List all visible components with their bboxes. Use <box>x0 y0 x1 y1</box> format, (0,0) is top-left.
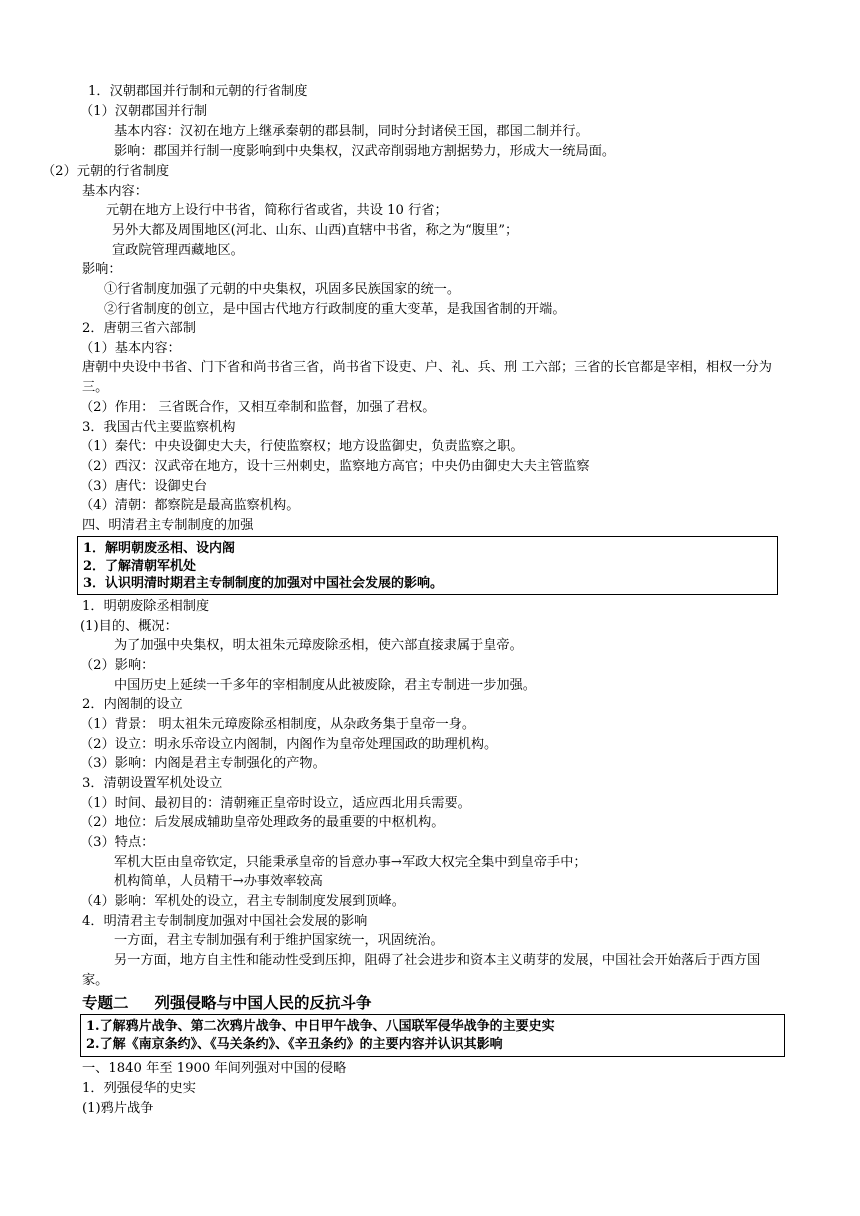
topic-title: 列强侵略与中国人民的反抗斗争 <box>154 994 372 1012</box>
text-line: 元朝在地方上设行中书省，简称行省或省，共设 10 行省； <box>106 203 448 218</box>
objective-item: 2.了解《南京条约》、《马关条约》、《辛丑条约》的主要内容并认识其影响 <box>86 1036 503 1052</box>
text-line: （2）作用： 三省既合作，又相互牵制和监督，加强了君权。 <box>80 400 436 415</box>
subsection-heading: (1)鸦片战争 <box>82 1101 154 1116</box>
text-line: 另外大都及周围地区(河北、山东、山西)直辖中书省，称之为“腹里”； <box>112 223 519 238</box>
objective-item: 1.了解鸦片战争、第二次鸦片战争、中日甲午战争、八国联军侵华战争的主要史实 <box>86 1019 555 1034</box>
text-paragraph: 另一方面，地方自主性和能动性受到压抑，阻碍了社会进步和资本主义萌芽的发展，中国社会开始落后于西方国家。 <box>82 953 761 988</box>
section-heading: 2．内阁制的设立 <box>82 697 183 712</box>
section-heading: 3．我国古代主要监察机构 <box>82 420 236 435</box>
text-line: （2）地位：后发展成辅助皇帝处理政务的最重要的中枢机构。 <box>80 815 445 830</box>
text-line: （4）清朝：都察院是最高监察机构。 <box>80 498 300 513</box>
text-line: （3）唐代：设御史台 <box>80 479 208 494</box>
subsection-heading: （2）元朝的行省制度 <box>42 164 170 179</box>
subsection-heading: （1）汉朝郡国并行制 <box>80 104 208 119</box>
objective-item: 2．了解清朝军机处 <box>83 558 197 574</box>
objective-item: 3．认识明清时期君主专制制度的加强对中国社会发展的影响。 <box>83 576 444 591</box>
subsection-heading: （2）影响： <box>80 658 155 673</box>
text-line: 影响： <box>82 262 122 277</box>
subsection-heading: (1)目的、概况： <box>80 619 178 634</box>
text-line: （3）影响：内阁是君主专制强化的产物。 <box>80 756 326 771</box>
text-line: （2）设立：明永乐帝设立内阁制，内阁作为皇帝处理国政的助理机构。 <box>80 737 498 752</box>
section-heading: 1．明朝废除丞相制度 <box>82 599 210 614</box>
text-line: （2）西汉：汉武帝在地方，设十三州刺史，监察地方高官；中央仍由御史大夫主管监察 <box>80 459 590 474</box>
subsection-heading: （3）特点： <box>80 835 155 850</box>
text-line: 宣政院管理西藏地区。 <box>112 243 244 258</box>
topic-heading <box>82 993 372 1013</box>
text-line: （1）秦代：中央设御史大夫，行使监察权；地方设监御史，负责监察之职。 <box>80 439 524 454</box>
text-paragraph: 唐朝中央设中书省、门下省和尚书省三省，尚书省下设吏、户、礼、兵、刑 工六部；三省的长官都是宰相，相权一分为三。 <box>82 360 772 395</box>
text-line: （4）影响：军机处的设立，君主专制制度发展到顶峰。 <box>80 894 405 909</box>
chapter-heading: 四、明清君主专制制度的加强 <box>82 518 254 533</box>
section-heading: 1．列强侵华的史实 <box>82 1081 196 1096</box>
section-heading: 4．明清君主专制制度加强对中国社会发展的影响 <box>82 914 368 929</box>
text-line: 中国历史上延续一千多年的宰相制度从此被废除，君主专制进一步加强。 <box>114 678 536 693</box>
text-line: ②行省制度的创立，是中国古代地方行政制度的重大变革，是我国省制的开端。 <box>104 302 566 317</box>
text-line: ①行省制度加强了元朝的中央集权，巩固多民族国家的统一。 <box>104 282 461 297</box>
chapter-heading: 一、1840 年至 1900 年间列强对中国的侵略 <box>82 1061 347 1076</box>
section-heading: 3．清朝设置军机处设立 <box>82 776 223 791</box>
text-line: 基本内容：汉初在地方上继承秦朝的郡县制，同时分封诸侯王国，郡国二制并行。 <box>114 124 589 139</box>
text-line: 基本内容： <box>82 184 148 199</box>
text-line: 军机大臣由皇帝钦定，只能秉承皇帝的旨意办事→军政大权完全集中到皇帝手中； <box>114 855 587 870</box>
objective-item: 1．解明朝废丞相、设内阁 <box>83 541 236 556</box>
objectives-box <box>77 536 778 595</box>
text-line: 为了加强中央集权，明太祖朱元璋废除丞相，使六部直接隶属于皇帝。 <box>114 638 523 653</box>
topic-label: 专题二 <box>82 994 129 1012</box>
text-line: 机构简单，人员精干→办事效率较高 <box>114 874 323 889</box>
text-line: 影响：郡国并行制一度影响到中央集权，汉武帝削弱地方割据势力，形成大一统局面。 <box>114 144 616 159</box>
text-line: 一方面，君主专制加强有利于维护国家统一，巩固统治。 <box>114 933 444 948</box>
text-line: （1）背景： 明太祖朱元璋废除丞相制度，从杂政务集于皇帝一身。 <box>80 717 476 732</box>
subsection-heading: （1）基本内容： <box>80 341 181 356</box>
objectives-box <box>80 1014 785 1057</box>
text-line: （1）时间、最初目的：清朝雍正皇帝时设立，适应西北用兵需要。 <box>80 796 471 811</box>
section-heading: 1．汉朝郡国并行制和元朝的行省制度 <box>88 84 308 99</box>
section-heading: 2．唐朝三省六部制 <box>82 321 196 336</box>
